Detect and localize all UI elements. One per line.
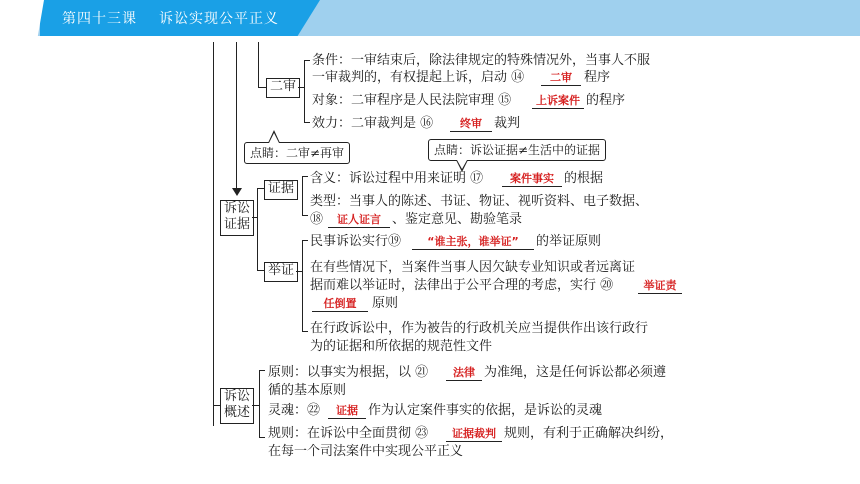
- gaishu-bracket: [259, 370, 260, 438]
- lesson-number: 第四十三课: [62, 11, 137, 27]
- juzheng-bracket-top: [302, 240, 308, 241]
- erShen-bracket-mid: [298, 87, 304, 88]
- erShen-condition-line1: 条件：一审结束后，除法律规定的特殊情况外，当事人不服: [312, 53, 651, 68]
- gaishu-soul-pre: 灵魂：㉒: [268, 403, 321, 418]
- erShen-condition-line2-pre: 一审裁判的，有权提起上诉，启动 ⑭: [312, 70, 525, 85]
- answer-21: 法律: [446, 366, 482, 381]
- juzheng-bracket: [302, 240, 303, 332]
- header-title: [62, 8, 279, 28]
- answer-15: 上诉案件: [532, 94, 584, 109]
- gaishu-principle-pre: 原则：以事实为根据，以 ㉑: [268, 365, 429, 380]
- callout2-pointer-fill: [457, 160, 467, 169]
- erShen-box: [266, 78, 300, 98]
- erShen-object-post: 的程序: [586, 93, 626, 108]
- gaishu-rule-post: 规则，有利于正确解决纠纷，: [504, 426, 674, 441]
- erShen-effect-pre: 效力：二审裁判是 ⑯: [312, 116, 434, 131]
- juzheng-admin-line1: 在行政诉讼中，作为被告的行政机关应当提供作出该行政行: [310, 321, 649, 336]
- susong-zhengju-label-1: 诉讼: [223, 201, 250, 216]
- juzheng-admin-line2: 为的证据和所依据的规范性文件: [310, 339, 493, 354]
- zhengju-def-bracket: [302, 176, 303, 216]
- juzheng-special-line1: 在有些情况下，当案件当事人因欠缺专业知识或者远离证: [310, 260, 636, 275]
- susong-gaishu-label-1: 诉讼: [223, 389, 250, 404]
- erShen-effect-post: 裁判: [494, 116, 521, 131]
- zhengju-types-line1: 类型：当事人的陈述、书证、物证、视听资料、电子数据、: [310, 194, 649, 209]
- gaishu-bracket-top: [259, 370, 265, 371]
- header-bar: [0, 0, 860, 36]
- juzheng-civil-post: 的举证原则: [536, 234, 602, 249]
- susong-zhengju-label-2: 证据: [223, 217, 250, 232]
- juzheng-special-line3-post: 原则: [372, 296, 399, 311]
- susong-gaishu-box: [220, 388, 254, 424]
- juzheng-label: 举证: [267, 263, 294, 278]
- answer-17: 案件事实: [502, 172, 562, 187]
- callout-erShen-vs-zaiShen: 点睛：二审≠再审: [244, 142, 350, 164]
- zhengju-bracket-top: [257, 188, 264, 189]
- erShen-bracket: [304, 60, 305, 123]
- lesson-title: 诉讼实现公平正义: [159, 11, 279, 27]
- juzheng-special-line2-pre: 据而难以举证时，法律出于公平合理的考虑，实行 ⑳: [310, 278, 614, 293]
- zhengju-types-line2-post: 、鉴定意见、勘验笔录: [392, 212, 523, 227]
- trunk-line-outer: [213, 42, 214, 426]
- juzheng-civil-pre: 民事诉讼实行⑲: [310, 234, 402, 249]
- header-tab-gap: [0, 0, 44, 36]
- answer-19: “谁主张，谁举证”: [412, 235, 534, 250]
- answer-22: 证据: [328, 404, 366, 419]
- answer-14: 二审: [541, 71, 581, 86]
- gaishu-trunk-connector: [213, 405, 220, 406]
- gaishu-bracket-bottom: [259, 437, 265, 438]
- juzheng-box: [264, 262, 298, 282]
- erShen-condition-line2-post: 程序: [584, 70, 611, 85]
- zhengju-bracket-mid: [252, 217, 257, 218]
- zhengju-bracket-bottom: [257, 270, 264, 271]
- gaishu-soul-post: 作为认定案件事实的依据，是诉讼的灵魂: [368, 403, 603, 418]
- gaishu-bracket-mid: [252, 405, 259, 406]
- susong-zhengju-box: [220, 200, 254, 236]
- trunk-line-inner: [236, 42, 237, 192]
- susong-gaishu-label-2: 概述: [223, 405, 250, 420]
- gaishu-principle-post: 为准绳，这是任何诉讼都必须遵: [484, 365, 667, 380]
- zhengju-box: [264, 180, 298, 200]
- erShen-label: 二审: [269, 79, 296, 94]
- juzheng-bracket-bottom: [302, 331, 308, 332]
- zhengju-label: 证据: [267, 181, 294, 196]
- answer-20-part2: 任倒置: [312, 297, 368, 312]
- trunk-arrow-icon: [232, 188, 242, 196]
- answer-23: 证据裁判: [446, 427, 502, 442]
- erShen-bracket-top: [304, 60, 310, 61]
- juzheng-bracket-mid: [296, 271, 302, 272]
- erShen-object-pre: 对象：二审程序是人民法院审理 ⑮: [312, 93, 512, 108]
- callout1-pointer-fill: [269, 133, 279, 143]
- zhengju-def-bracket-top: [302, 176, 308, 177]
- zhengju-types-line2-pre: ⑱: [310, 212, 324, 227]
- zhengju-definition-pre: 含义：诉讼过程中用来证明 ⑰: [310, 171, 484, 186]
- answer-16: 终审: [450, 117, 492, 132]
- answer-20-part1: 举证责: [638, 279, 682, 294]
- gaishu-rule-pre: 规则：在诉讼中全面贯彻 ㉓: [268, 426, 429, 441]
- answer-18: 证人证言: [328, 213, 390, 228]
- erShen-bracket-bottom: [304, 122, 310, 123]
- callout-evidence-vs-life: 点睛：诉讼证据≠生活中的证据: [428, 139, 606, 161]
- gaishu-rule-line2: 在每一个司法案件中实现公平正义: [268, 444, 464, 459]
- zhengju-def-bracket-bottom: [302, 215, 308, 216]
- zhengju-definition-post: 的根据: [564, 171, 604, 186]
- zhengju-bracket: [257, 188, 258, 270]
- gaishu-principle-line2: 循的基本原则: [268, 383, 347, 398]
- erShen-branch-line: [258, 42, 259, 88]
